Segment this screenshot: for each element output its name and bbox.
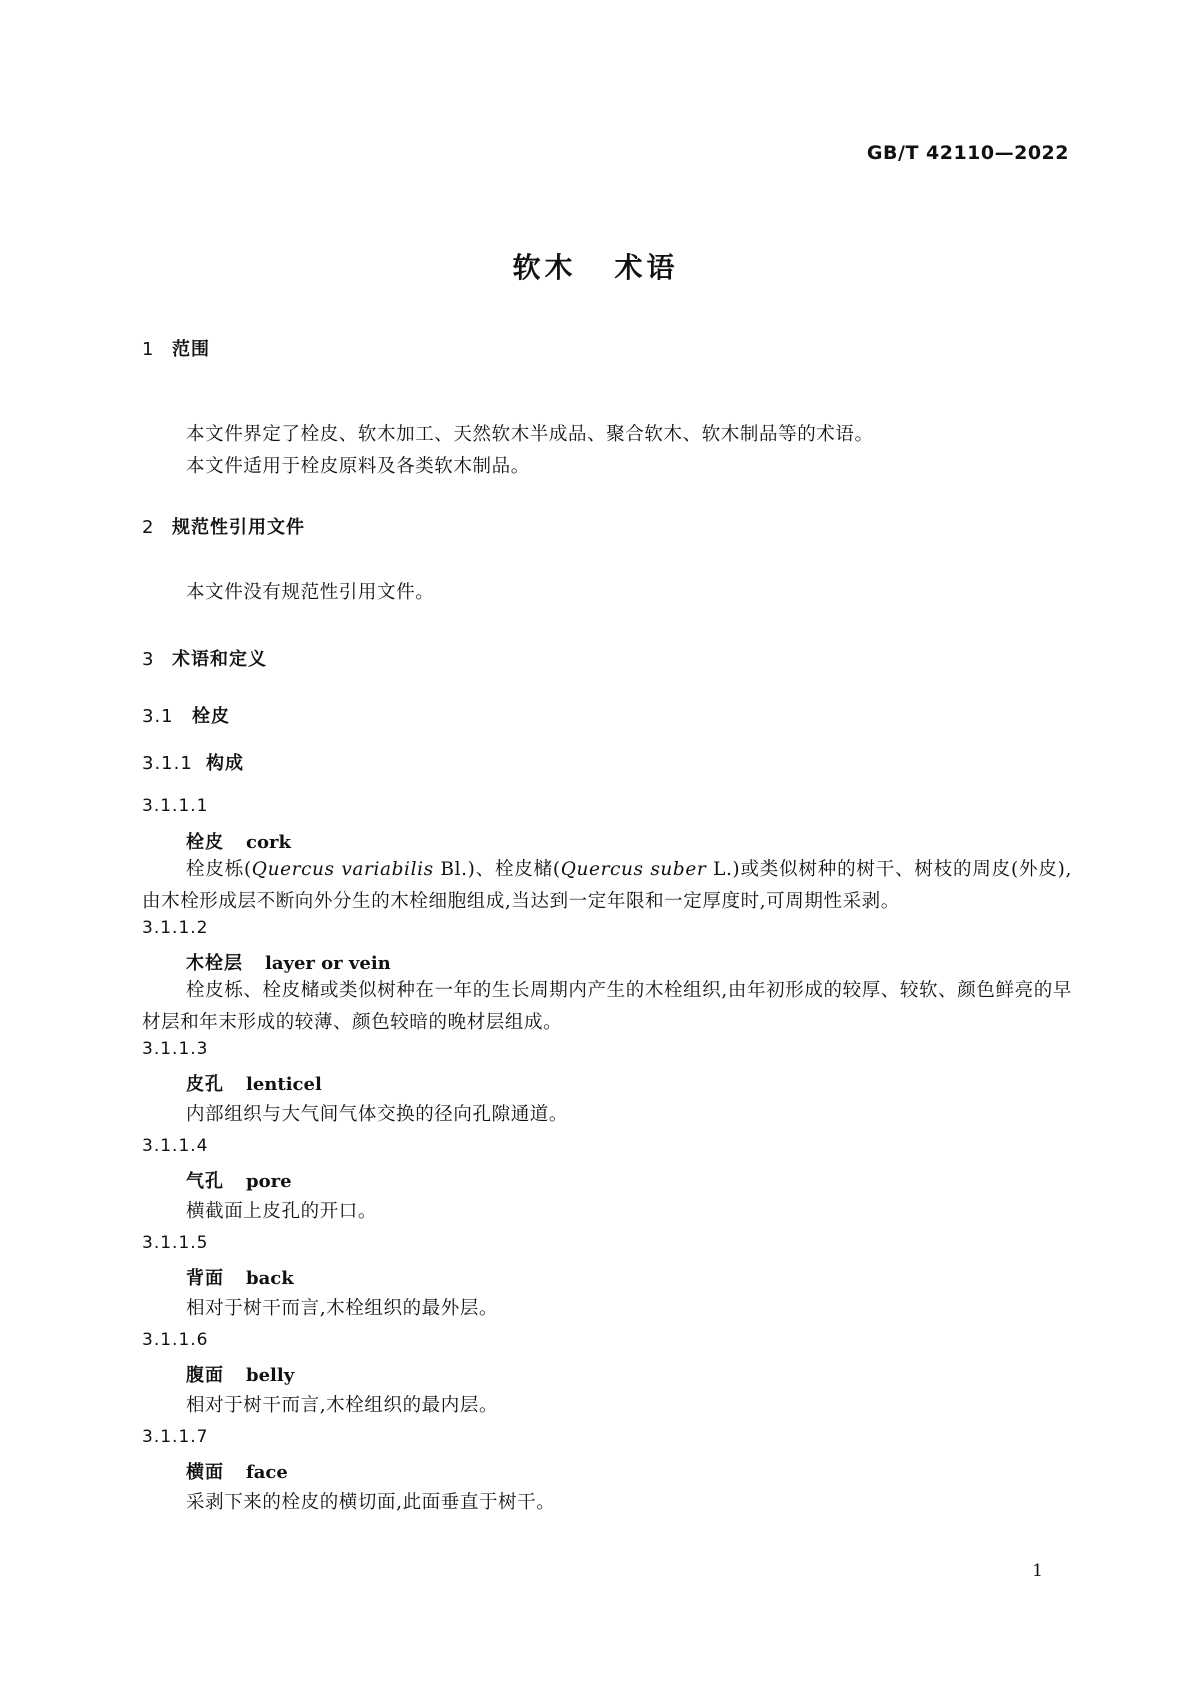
term-name [186,1361,294,1387]
term-name [186,828,291,854]
term-en: belly [246,1365,295,1386]
section-title: 范围 [172,339,210,360]
term-name [186,1167,292,1193]
section-number: 3 [142,649,155,670]
term-name [186,1070,322,1096]
section-3-1-heading [142,702,230,728]
term-zh: 背面 [186,1268,224,1289]
title-part-2: 术语 [614,251,679,284]
term-definition: 内部组织与大气间气体交换的径向孔隙通道。 [186,1104,569,1125]
section-3-1-1-heading [142,749,244,775]
term-zh: 横面 [186,1462,224,1483]
term-en: lenticel [246,1074,322,1095]
term-definition: 采剥下来的栓皮的横切面,此面垂直于树干。 [186,1492,556,1513]
section-number: 2 [142,517,155,538]
term-number: 3.1.1.7 [142,1427,209,1447]
section-title: 术语和定义 [172,649,267,670]
term-definition: 横截面上皮孔的开口。 [186,1201,378,1222]
document-title [0,246,1191,286]
section-title: 栓皮 [192,706,230,727]
section-1-paragraph-2: 本文件适用于栓皮原料及各类软木制品。 [186,456,530,477]
term-name [186,1458,288,1484]
section-1-paragraph-1: 本文件界定了栓皮、软木加工、天然软木半成品、聚合软木、软木制品等的术语。 [186,424,874,445]
term-en: cork [246,832,291,853]
term-number: 3.1.1.4 [142,1136,209,1156]
term-name [186,1264,294,1290]
term-number: 3.1.1.1 [142,796,209,816]
title-part-1: 软木 [512,251,577,284]
term-en: face [246,1462,288,1483]
term-name [186,949,391,975]
section-title: 构成 [206,753,244,774]
term-en: layer or vein [265,953,391,974]
term-en: back [246,1268,294,1289]
definition-text: L.)或类似树种的树干、树枝的周皮(外皮),由木栓形成层不断向外分生的木栓细胞组成,当达到一定年限和一定厚度时,可周期性采剥。 [142,859,1072,912]
term-definition: 栓皮栎、栓皮槠或类似树种在一年的生长周期内产生的木栓组织,由年初形成的较厚、较软、颜色鲜亮的早材层和年末形成的较薄、颜色较暗的晚材层组成。 [142,980,1072,1033]
term-en: pore [246,1171,292,1192]
term-definition: 相对于树干而言,木栓组织的最内层。 [186,1395,499,1416]
term-number: 3.1.1.2 [142,918,209,938]
species-name: Quercus variabilis [251,859,434,880]
term-zh: 皮孔 [186,1074,224,1095]
term-definition [142,854,1072,918]
standard-code: GB/T 42110—2022 [866,142,1069,164]
term-zh: 气孔 [186,1171,224,1192]
page-number: 1 [1032,1561,1043,1581]
term-number: 3.1.1.6 [142,1330,209,1350]
section-number: 3.1 [142,706,174,727]
term-definition: 相对于树干而言,木栓组织的最外层。 [186,1298,499,1319]
term-number: 3.1.1.3 [142,1039,209,1059]
section-2-paragraph-1: 本文件没有规范性引用文件。 [186,582,435,603]
definition-text: 栓皮栎( [186,859,252,880]
section-1-heading [142,335,210,361]
term-zh: 栓皮 [186,832,224,853]
term-number: 3.1.1.5 [142,1233,209,1253]
section-title: 规范性引用文件 [172,517,305,538]
term-zh: 木栓层 [186,953,243,974]
section-3-heading [142,645,267,671]
definition-text: Bl.)、栓皮槠( [433,859,561,880]
section-number: 1 [142,339,155,360]
species-name: Quercus suber [560,859,707,880]
section-number: 3.1.1 [142,753,193,774]
section-2-heading [142,513,305,539]
term-zh: 腹面 [186,1365,224,1386]
